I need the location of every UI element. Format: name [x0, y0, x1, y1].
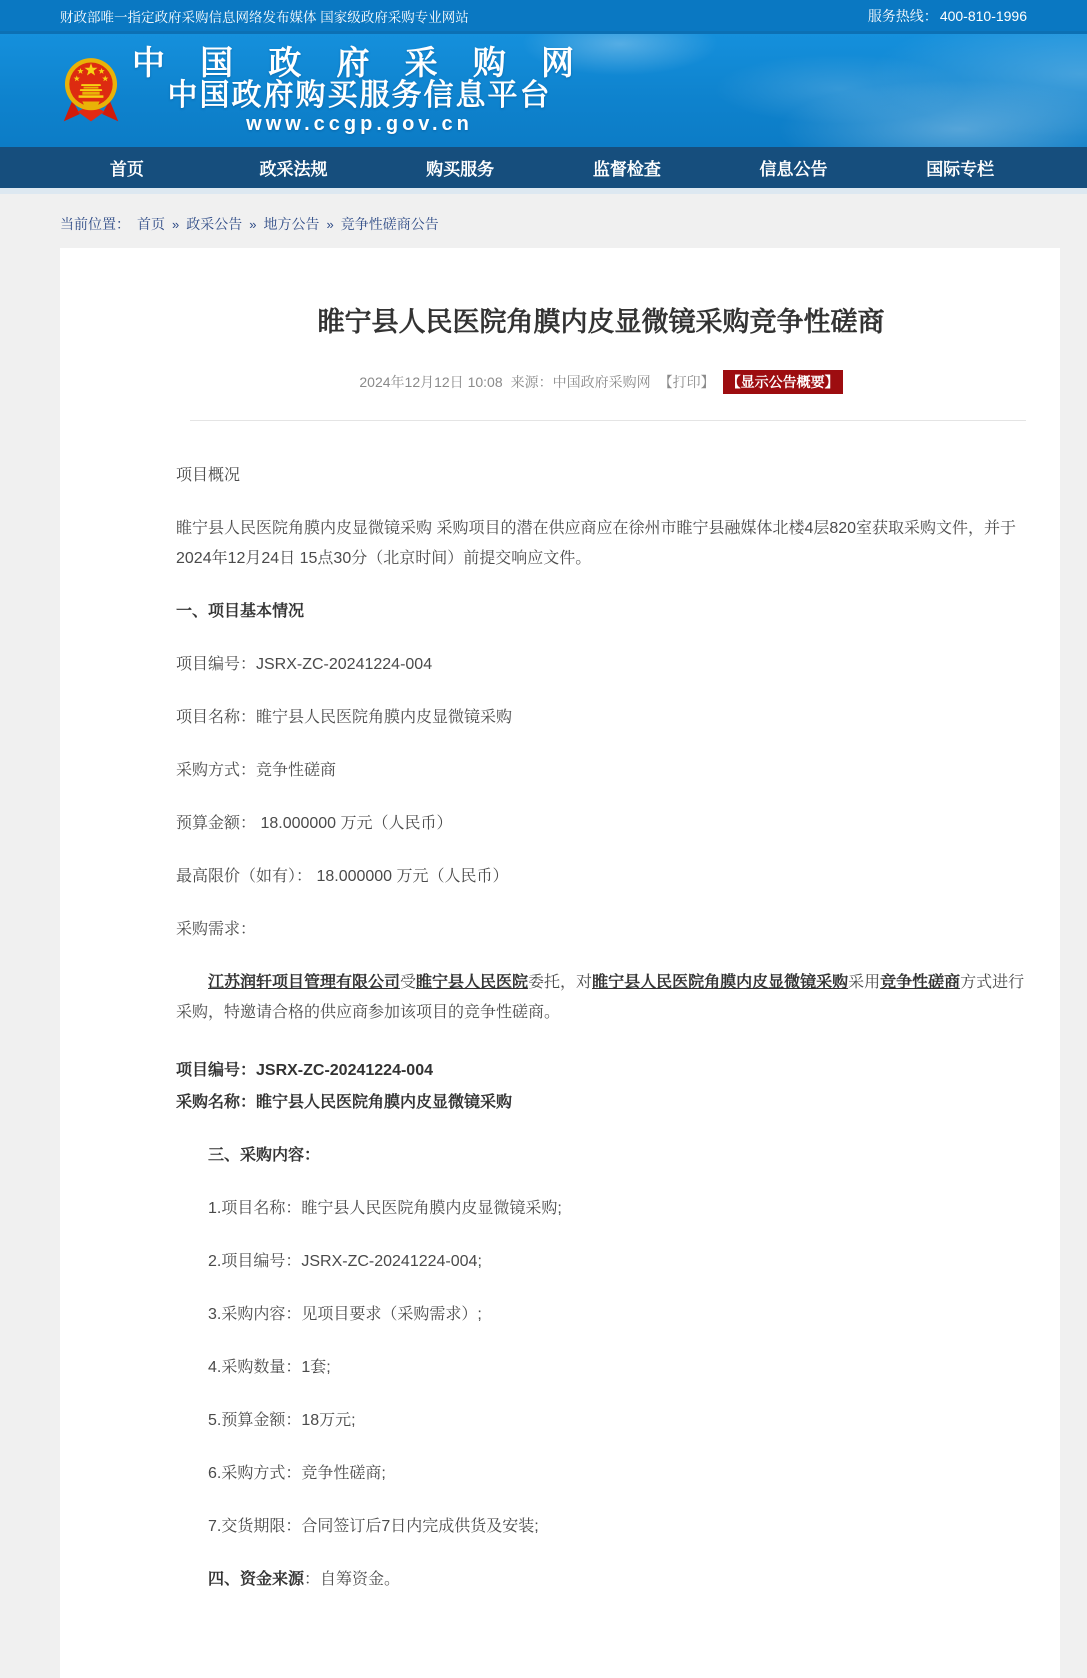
site-banner — [0, 34, 1087, 147]
site-name: 中 国 政 府 采 购 网 — [132, 43, 588, 81]
entrust-paragraph — [176, 968, 1026, 1028]
section1-heading: 一、项目基本情况 — [176, 603, 305, 620]
entrust-text: 采用 — [848, 974, 881, 991]
section4-heading: 四、资金来源 — [208, 1571, 305, 1588]
site-url: www.ccgp.gov.cn — [246, 112, 473, 135]
breadcrumb-current[interactable]: 竞争性磋商公告 — [340, 216, 439, 232]
breadcrumb-separator-icon: » — [326, 216, 334, 232]
overview-text: 睢宁县人民医院角膜内皮显微镜采购 采购项目的潜在供应商应在徐州市睢宁县融媒体北楼4层820室获取采购文件，并于2024年12月24日 15点30分（北京时间）前提交响应文件。 — [176, 520, 1017, 567]
nav-item-services[interactable]: 购买服务 — [426, 160, 495, 179]
section4-text: ：自筹资金。 — [304, 1571, 401, 1588]
list-item: 6.采购方式：竞争性磋商; — [208, 1465, 386, 1482]
list-item: 5.预算金额：18万元; — [208, 1412, 356, 1429]
site-tagline: 财政部唯一指定政府采购信息网络发布媒体 国家级政府采购专业网站 — [60, 9, 469, 25]
site-subtitle: 中国政府购买服务信息平台 — [167, 78, 552, 112]
field-project-no: 项目编号：JSRX-ZC-20241224-004 — [176, 656, 433, 673]
field-budget: 预算金额： 18.000000 万元（人民币） — [176, 815, 453, 832]
field-requirements: 采购需求： — [176, 921, 257, 938]
title-divider — [190, 420, 1026, 421]
breadcrumb-notices[interactable]: 政采公告 — [186, 216, 243, 232]
breadcrumb-separator-icon: » — [249, 216, 257, 232]
service-hotline — [868, 6, 1027, 26]
page-title: 睢宁县人民医院角膜内皮显微镜采购竞争性磋商 — [317, 307, 885, 337]
nav-item-supervision[interactable]: 监督检查 — [592, 160, 661, 179]
entrust-text: 受 — [400, 974, 417, 991]
article-meta — [176, 370, 1026, 394]
nav-item-home[interactable]: 首页 — [109, 160, 144, 179]
section4-line — [176, 1565, 1026, 1595]
nav-item-announcements[interactable]: 信息公告 — [759, 160, 828, 179]
entrust-text: 方式进行采购，特邀请合格的供应商参加该项目的竞争性磋商。 — [176, 974, 1025, 1021]
print-button[interactable]: 【打印】 — [658, 374, 715, 390]
list-item: 3.采购内容：见项目要求（采购需求）; — [208, 1306, 482, 1323]
method-name: 竞争性磋商 — [880, 974, 961, 991]
list-item: 1.项目名称：睢宁县人民医院角膜内皮显微镜采购; — [208, 1200, 562, 1217]
bold-project-no: 项目编号：JSRX-ZC-20241224-004 — [176, 1062, 433, 1079]
nav-item-international[interactable]: 国际专栏 — [926, 160, 995, 179]
project-name: 睢宁县人民医院角膜内皮显微镜采购 — [592, 974, 849, 991]
bold-project-name: 采购名称：睢宁县人民医院角膜内皮显微镜采购 — [176, 1094, 513, 1111]
breadcrumb-separator-icon: » — [172, 216, 180, 232]
purchaser-name: 睢宁县人民医院 — [416, 974, 529, 991]
breadcrumb-home[interactable]: 首页 — [137, 216, 165, 232]
main-nav — [0, 147, 1087, 188]
field-method: 采购方式：竞争性磋商 — [176, 762, 337, 779]
site-logo[interactable] — [60, 43, 588, 136]
breadcrumb-local[interactable]: 地方公告 — [263, 216, 320, 232]
article-card — [60, 248, 1060, 1678]
hotline-label: 服务热线： — [867, 7, 938, 24]
entrust-text: 委托，对 — [528, 974, 593, 991]
site-logo-text — [132, 43, 588, 136]
list-item: 2.项目编号：JSRX-ZC-20241224-004; — [208, 1253, 482, 1270]
breadcrumb — [0, 194, 1087, 248]
section3-heading: 三、采购内容： — [208, 1147, 321, 1164]
hotline-number: 400-810-1996 — [939, 7, 1027, 24]
field-project-name: 项目名称：睢宁县人民医院角膜内皮显微镜采购 — [176, 709, 513, 726]
breadcrumb-label: 当前位置： — [60, 216, 130, 232]
list-item: 4.采购数量：1套; — [208, 1359, 331, 1376]
national-emblem-icon — [60, 48, 122, 134]
overview-heading: 项目概况 — [176, 467, 241, 484]
show-summary-button[interactable]: 【显示公告概要】 — [723, 370, 843, 394]
field-max-price: 最高限价（如有）： 18.000000 万元（人民币） — [176, 868, 509, 885]
top-utility-bar — [0, 0, 1087, 34]
nav-item-regulations[interactable]: 政采法规 — [259, 160, 328, 179]
article-source: 来源：中国政府采购网 — [510, 374, 651, 390]
agency-name: 江苏润轩项目管理有限公司 — [208, 974, 401, 991]
list-item: 7.交货期限：合同签订后7日内完成供货及安装; — [208, 1518, 539, 1535]
publish-datetime: 2024年12月12日 10:08 — [359, 374, 503, 390]
article-body — [176, 461, 1026, 1595]
